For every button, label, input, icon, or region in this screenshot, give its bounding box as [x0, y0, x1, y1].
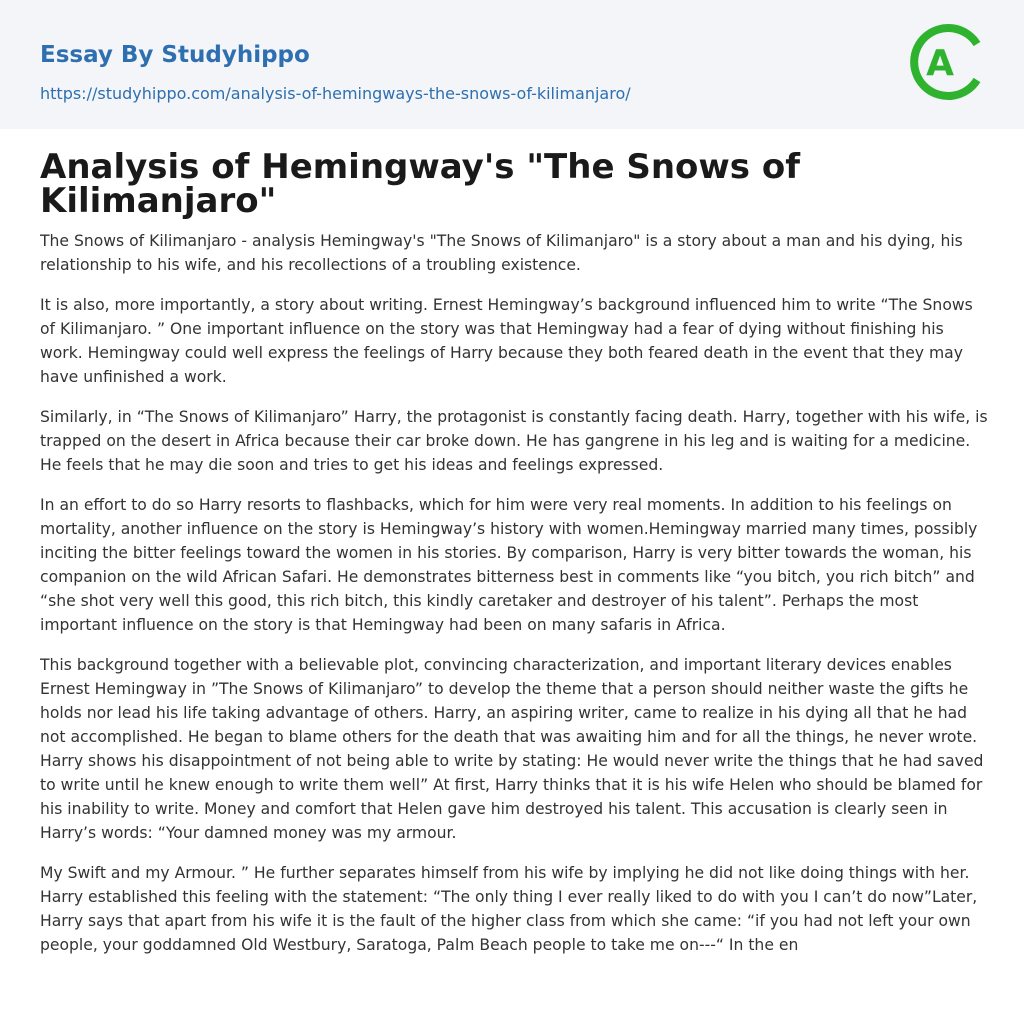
paragraph: In an effort to do so Harry resorts to flashbacks, which for him were very real moments. In addition to his feelings on mortality, another influence on the story is Hemingway’s history with women.Hemingway married many times, possibly inciting the bitter feelings toward the women in his stories. By comparison, Harry is very bitter towards the woman, his companion on the wild African Safari. He demonstrates bitterness best in comments like “you bitch, you rich bitch” and “she shot very well this good, this rich bitch, this kindly caretaker and destroyer of his talent”. Perhaps the most important influence on the story is that Hemingway had been on many safaris in Africa.	[40, 496, 978, 634]
site-brand[interactable]: Essay By Studyhippo	[40, 42, 310, 68]
paragraph: It is also, more importantly, a story about writing. Ernest Hemingway’s background influenced him to write “The Snows of Kilimanjaro. ” One important influence on the story was that Hemingway had a fear of dying without finishing his work. Hemingway could well express the feelings of Harry because they both feared death in the event that they may have unfinished a work.	[40, 296, 973, 386]
article-url-link[interactable]: https://studyhippo.com/analysis-of-hemingways-the-snows-of-kilimanjaro/	[40, 84, 631, 103]
paragraph: Similarly, in “The Snows of Kilimanjaro” Harry, the protagonist is constantly facing death. Harry, together with his wife, is trapped on the desert in Africa because their car broke down. He has gangrene in his leg and is waiting for a medicine. He feels that he may die soon and tries to get his ideas and feelings expressed.	[40, 408, 988, 474]
article-body	[40, 229, 988, 961]
studyhippo-logo-icon[interactable]	[904, 17, 988, 107]
article-title: Analysis of Hemingway's "The Snows of Kilimanjaro"	[40, 147, 801, 221]
paragraph: This background together with a believable plot, convincing characterization, and important literary devices enables Ernest Hemingway in ”The Snows of Kilimanjaro” to develop the theme that a person should neither waste the gifts he holds nor lead his life taking advantage of others. Harry, an aspiring writer, came to realize in his dying all that he had not accomplished. He began to blame others for the death that was awaiting him and for all the things, he never wrote. Harry shows his disappointment of not being able to write by stating: He would never write the things that he had saved to write until he knew enough to write them well” At first, Harry thinks that it is his wife Helen who should be blamed for his inability to write. Money and comfort that Helen gave him destroyed his talent. This accusation is clearly seen in Harry’s words: “Your damned money was my armour.	[40, 656, 984, 842]
paragraph: My Swift and my Armour. ” He further separates himself from his wife by implying he did not like doing things with her. Harry established this feeling with the statement: “The only thing I ever really liked to do with you I can’t do now”Later, Harry says that apart from his wife it is the fault of the higher class from which she came: “if you had not left your own people, your goddamned Old Westbury, Saratoga, Palm Beach people to take me on---“ In the en	[40, 864, 978, 954]
logo-letter: A	[926, 43, 954, 84]
page-header	[0, 0, 1024, 129]
paragraph: The Snows of Kilimanjaro - analysis Hemingway's "The Snows of Kilimanjaro" is a story about a man and his dying, his relationship to his wife, and his recollections of a troubling existence.	[40, 232, 963, 274]
